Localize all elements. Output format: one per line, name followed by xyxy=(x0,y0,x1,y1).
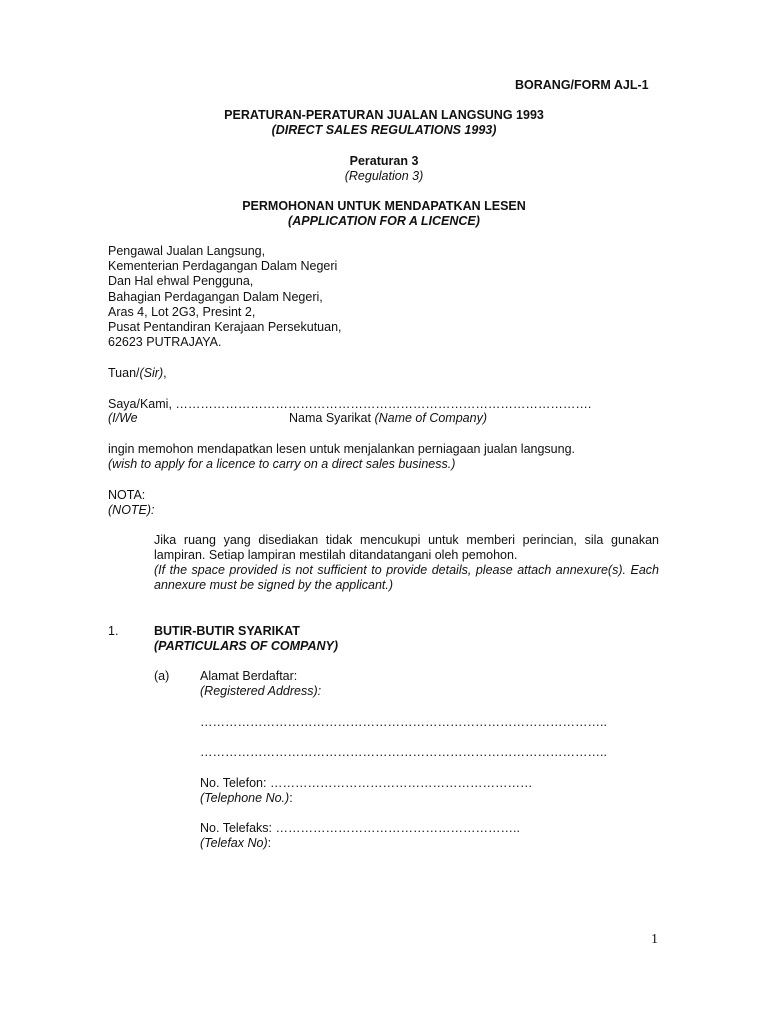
note-body: Jika ruang yang disediakan tidak mencukupi untuk memberi perincian, sila gunakan lampiran. Setiap lampiran mestilah ditandatangani oleh pemohon. xyxy=(154,533,659,562)
salutation-text: Tuan/ xyxy=(108,366,140,380)
telephone-field[interactable]: ……………………………………………………… xyxy=(269,776,533,790)
registered-address-field-1[interactable]: …………………………………………………………………………………….. xyxy=(200,715,607,729)
address-line: Dan Hal ehwal Pengguna, xyxy=(108,274,254,288)
section-number: 1. xyxy=(108,624,119,638)
address-line: 62623 PUTRAJAYA. xyxy=(108,335,222,349)
page-number: 1 xyxy=(651,932,658,947)
application-title-en: (APPLICATION FOR A LICENCE) xyxy=(288,214,480,228)
address-line: Kementerian Perdagangan Dalam Negeri xyxy=(108,259,338,273)
form-code: BORANG/FORM AJL-1 xyxy=(515,78,649,92)
applicant-label-en: (I/We xyxy=(108,411,138,425)
address-line: Bahagian Perdagangan Dalam Negeri, xyxy=(108,290,323,304)
applicant-line xyxy=(108,397,591,412)
intent-text-en: (wish to apply for a licence to carry on a direct sales business.) xyxy=(108,457,456,471)
regulations-title: PERATURAN-PERATURAN JUALAN LANGSUNG 1993 xyxy=(224,108,544,122)
telefax-label-en: (Telefax No) xyxy=(200,836,268,850)
note-label-en: (NOTE): xyxy=(108,503,155,517)
registered-address-label: Alamat Berdaftar: xyxy=(200,669,298,683)
telephone-label-suffix: : xyxy=(289,791,293,805)
telefax-field[interactable]: ………………………………………………….. xyxy=(275,821,520,835)
regulation-label-en: (Regulation 3) xyxy=(344,169,424,183)
company-label-en: (Name of Company) xyxy=(374,411,487,425)
registered-address-label-en: (Registered Address): xyxy=(200,684,322,698)
section-title: BUTIR-BUTIR SYARIKAT xyxy=(154,624,300,638)
telefax-label-en-line xyxy=(200,836,271,851)
address-line: Pusat Pentandiran Kerajaan Persekutuan, xyxy=(108,320,342,334)
address-line: Pengawal Jualan Langsung, xyxy=(108,244,266,258)
applicant-label: Saya/Kami, xyxy=(108,397,176,411)
salutation-suffix: , xyxy=(163,366,167,380)
salutation xyxy=(108,366,167,381)
telefax-label-suffix: : xyxy=(267,836,272,850)
registered-address-field-2[interactable]: …………………………………………………………………………………….. xyxy=(200,745,607,759)
address-line: Aras 4, Lot 2G3, Presint 2, xyxy=(108,305,256,319)
regulation-label: Peraturan 3 xyxy=(349,154,419,168)
intent-text: ingin memohon mendapatkan lesen untuk menjalankan perniagaan jualan langsung. xyxy=(108,442,575,456)
note-body-en: (If the space provided is not sufficient to provide details, please attach annexure(s). Each annexure must be signed by the applicant.) xyxy=(154,563,659,592)
note-label: NOTA: xyxy=(108,488,146,502)
telephone-label: No. Telefon: xyxy=(200,776,270,790)
section-title-en: (PARTICULARS OF COMPANY) xyxy=(154,639,339,653)
application-title: PERMOHONAN UNTUK MENDAPATKAN LESEN xyxy=(242,199,526,213)
company-name-field[interactable]: ………………………………………………………………………………………. xyxy=(175,397,592,411)
telefax-label: No. Telefaks: xyxy=(200,821,276,835)
telephone-label-en: (Telephone No.) xyxy=(200,791,290,805)
company-label xyxy=(289,411,487,426)
salutation-text-en: (Sir) xyxy=(139,366,164,380)
telefax-line xyxy=(200,821,520,836)
company-label-text: Nama Syarikat xyxy=(289,411,375,425)
regulations-title-en: (DIRECT SALES REGULATIONS 1993) xyxy=(271,123,497,137)
item-letter: (a) xyxy=(154,669,170,683)
telephone-line xyxy=(200,776,532,791)
telephone-label-en-line xyxy=(200,791,293,806)
